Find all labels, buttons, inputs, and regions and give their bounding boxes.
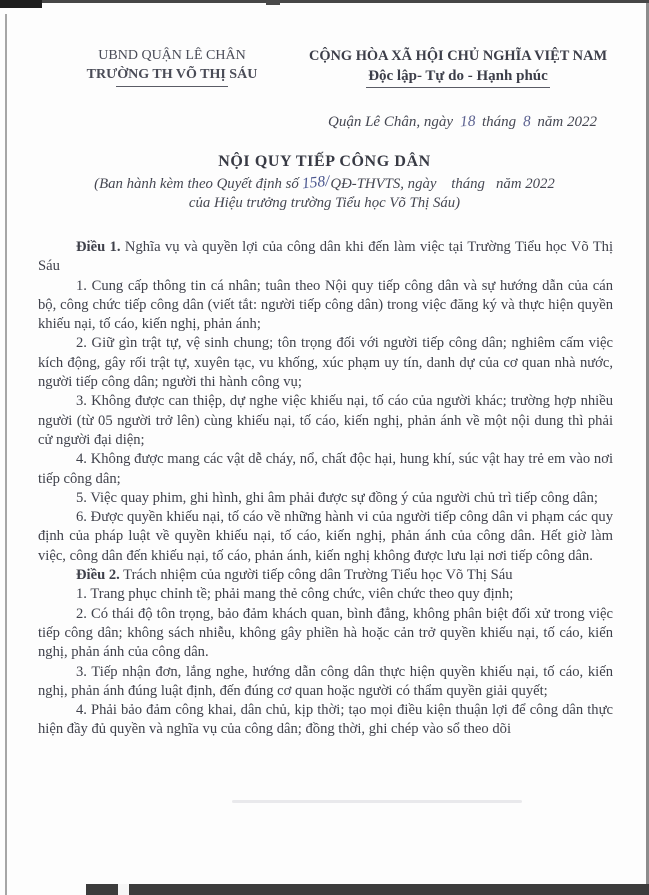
agency-underline — [116, 86, 228, 87]
agency-name: TRƯỜNG TH VÕ THỊ SÁU — [86, 67, 258, 82]
subtitle-part1: (Ban hành kèm theo Quyết định số — [94, 176, 299, 192]
issuing-agency-block — [52, 46, 292, 88]
article-2-clause-3: 3. Tiếp nhận đơn, lắng nghe, hướng dẫn công dân thực hiện quyền khiếu nại, tố cáo, kiến nghị, phản ánh đúng luật định, đến đúng cơ quan hoặc người có thẩm quyền giải quyết; — [38, 663, 613, 699]
scan-edge-top — [0, 0, 649, 3]
document-body — [0, 238, 649, 740]
article-2-heading — [38, 566, 613, 585]
national-header-block — [297, 46, 619, 88]
scan-nub-top — [266, 0, 280, 5]
document-subtitle — [0, 174, 649, 213]
dateline-suffix: năm 2022 — [537, 114, 597, 130]
subtitle-line-2: của Hiệu trưởng trường Tiểu học Võ Thị Sáu) — [188, 195, 461, 211]
handwritten-day: 18 — [459, 112, 476, 131]
article-2-clause-4: 4. Phải bảo đảm công khai, dân chủ, kịp thời; tạo mọi điều kiện thuận lợi để công dân thực hiện đầy đủ quyền và nghĩa vụ của công dân; đồng thời, ghi chép vào sổ theo dõi — [38, 702, 613, 738]
article-1-clause-3: 3. Không được can thiệp, dự nghe việc khiếu nại, tố cáo của người khác; trường hợp nhiều người (từ 05 người trở lên) cùng khiếu nại, tố cáo, kiến nghị, phản ánh về một nội dung thì phải cử người đại diện; — [38, 393, 613, 448]
document-title: NỘI QUY TIẾP CÔNG DÂN — [218, 153, 431, 170]
national-title: CỘNG HÒA XÃ HỘI CHỦ NGHĨA VIỆT NAM — [308, 48, 608, 64]
dateline-mid: tháng — [481, 114, 517, 130]
article-1-clause-6: 6. Được quyền khiếu nại, tố cáo về những hành vi của người tiếp công dân vi phạm các quy định của pháp luật về quyền khiếu nại, tố cáo, kiến nghị, phản ánh của công dân. Hết giờ làm việc, công dân đến khiếu nại, tố cáo, phản ánh, kiến nghị không được lưu lại nơi tiếp công dân. — [38, 509, 613, 564]
handwritten-decision-number: 158/ — [300, 172, 331, 193]
scan-bar-bottom — [86, 884, 649, 895]
handwritten-month: 8 — [522, 112, 532, 131]
scan-bar-notch — [118, 884, 129, 895]
article-2-heading-text: Trách nhiệm của người tiếp công dân Trường Tiểu học Võ Thị Sáu — [119, 567, 513, 584]
dateline-prefix: Quận Lê Chân, ngày — [327, 114, 453, 130]
scan-smudge — [232, 800, 522, 803]
subtitle-line-1 — [0, 174, 649, 194]
dateline — [0, 113, 649, 131]
article-2-clause-1: 1. Trang phục chỉnh tề; phải mang thẻ công chức, viên chức theo quy định; — [76, 586, 514, 603]
motto-underline — [366, 87, 550, 88]
article-1-heading — [38, 238, 613, 277]
article-1-heading-text: Nghĩa vụ và quyền lợi của công dân khi đến làm việc tại Trường Tiểu học Võ Thị Sáu — [38, 239, 614, 275]
article-1-label: Điều 1. — [76, 239, 121, 255]
subtitle-part2: QĐ-THVTS, ngày tháng năm 2022 — [330, 176, 555, 192]
scan-edge-left — [5, 14, 7, 895]
national-motto: Độc lập- Tự do - Hạnh phúc — [368, 68, 548, 84]
document-header — [0, 0, 649, 88]
article-1-clause-2: 2. Giữ gìn trật tự, vệ sinh chung; tôn trọng đối với người tiếp công dân; nghiêm cấm việc kích động, gây rối trật tự, xuyên tạc, vu khống, xúc phạm uy tín, danh dự của cơ quan nhà nước, người tiếp công dân; người thi hành công vụ; — [38, 335, 613, 391]
article-1-clause-5: 5. Việc quay phim, ghi hình, ghi âm phải được sự đồng ý của người chủ trì tiếp công dân; — [76, 489, 598, 506]
article-1-clause-4: 4. Không được mang các vật dễ cháy, nổ, chất độc hại, hung khí, súc vật hay trẻ em vào nơi tiếp công dân; — [38, 451, 613, 487]
article-2-clause-2: 2. Có thái độ tôn trọng, bảo đảm khách quan, bình đẳng, không phân biệt đối xử trong việc tiếp công dân; không sách nhiễu, không gây phiền hà hoặc cản trở quyền khiếu nại, tố cáo, kiến nghị, phản ánh của công dân. — [38, 605, 613, 661]
scan-blob-top-left — [0, 0, 42, 8]
agency-parent-name: UBND QUẬN LÊ CHÂN — [98, 48, 246, 63]
article-1-clause-1: 1. Cung cấp thông tin cá nhân; tuân theo Nội quy tiếp công dân và sự hướng dẫn của cán bộ, công chức tiếp công dân (viết tắt: người tiếp công dân) trong việc đăng ký và thực hiện quyền khiếu nại, tố cáo, kiến nghị, phản ánh; — [38, 277, 613, 333]
article-2-label: Điều 2. — [76, 567, 120, 584]
